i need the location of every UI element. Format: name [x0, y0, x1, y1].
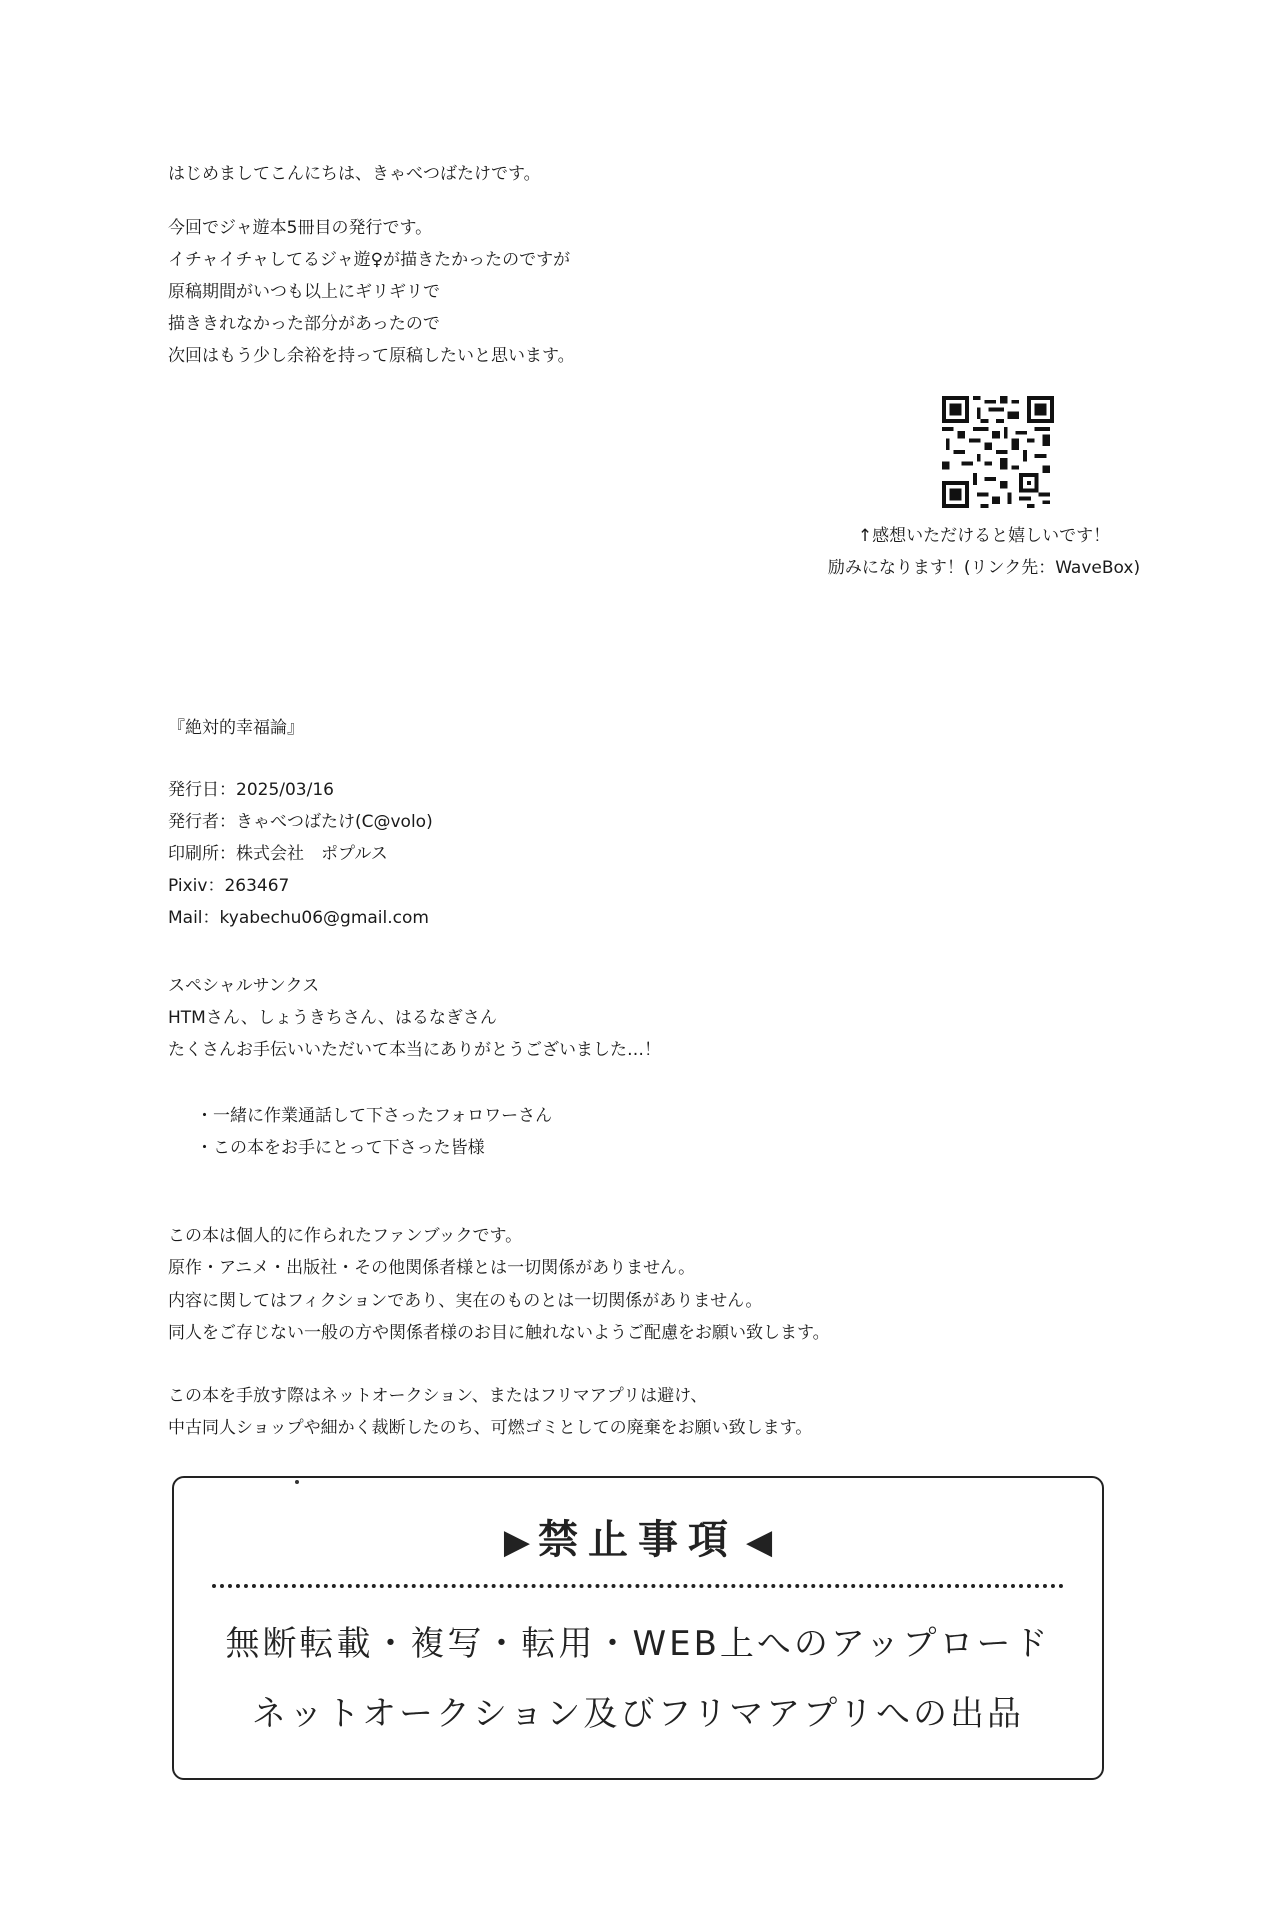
book-title [168, 712, 304, 744]
publication-info [168, 774, 433, 934]
thanks-message: たくさんお手伝いいただいて本当にありがとうございました…！ [168, 1040, 661, 1060]
thanks-names: HTMさん、しょうきちさん、はるなぎさん [168, 1008, 497, 1028]
thanks-heading: スペシャルサンクス [168, 976, 320, 996]
printer: 印刷所：株式会社 ポプルス [168, 844, 388, 864]
special-thanks [168, 970, 661, 1066]
prohibited-title [174, 1508, 1102, 1565]
intro-line: 描ききれなかった部分があったので [168, 314, 440, 334]
qr-caption-line: ↑感想いただけると嬉しいです！ [857, 526, 1111, 546]
prohibited-title-text: 禁止事項 [538, 1517, 738, 1563]
book-title-text: 『絶対的幸福論』 [168, 718, 304, 738]
prohibited-items-box [172, 1476, 1104, 1780]
greeting-line: はじめましてこんにちは、きゃべつばたけです。 [168, 164, 541, 184]
publish-date: 発行日：2025/03/16 [168, 780, 334, 800]
prohibited-line-2: ネットオークション及びフリマアプリへの出品 [252, 1694, 1024, 1734]
intro-line: イチャイチャしてるジャ遊♀が描きたかったのですが [168, 250, 571, 270]
qr-code[interactable] [942, 396, 1054, 508]
greeting-text [168, 158, 541, 190]
thanks-sub-item: ・この本をお手にとって下さった皆様 [196, 1138, 485, 1158]
mail-address[interactable]: Mail：kyabechu06@gmail.com [168, 908, 429, 928]
thanks-sub-item: ・一緒に作業通話して下さったフォロワーさん [196, 1106, 553, 1126]
thanks-sublist [196, 1100, 552, 1164]
disclaimer-disposal [168, 1380, 812, 1444]
disclaimer-fanbook [168, 1220, 695, 1284]
prohibited-line-1: 無断転載・複写・転用・WEB上へのアップロード [225, 1624, 1051, 1664]
disclaimer-line: 中古同人ショップや細かく裁断したのち、可燃ゴミとしての廃棄をお願い致します。 [168, 1418, 813, 1438]
intro-line: 次回はもう少し余裕を持って原稿したいと思います。 [168, 346, 575, 366]
disclaimer-line: この本は個人的に作られたファンブックです。 [168, 1226, 523, 1246]
intro-line: 原稿期間がいつも以上にギリギリで [168, 282, 440, 302]
qr-caption-line: 励みになります！(リンク先：WaveBox) [827, 558, 1141, 578]
qr-caption [774, 520, 1194, 584]
intro-line: 今回でジャ遊本5冊目の発行です。 [168, 218, 433, 238]
publisher: 発行者：きゃべつばたけ(C@volo) [168, 812, 433, 832]
disclaimer-line: 同人をご存じない一般の方や関係者様のお目に触れないようご配慮をお願い致します。 [168, 1323, 830, 1343]
intro-paragraph [168, 212, 575, 372]
dotted-divider [212, 1584, 1064, 1588]
disclaimer-fiction [168, 1285, 830, 1349]
left-triangle-icon: ◀ [746, 1522, 773, 1562]
disclaimer-line: 内容に関してはフィクションであり、実在のものとは一切関係がありません。 [168, 1291, 763, 1311]
disclaimer-line: この本を手放す際はネットオークション、またはフリマアプリは避け、 [168, 1386, 708, 1406]
right-triangle-icon: ▶ [503, 1522, 530, 1562]
pixiv-id: Pixiv：263467 [168, 876, 290, 896]
disclaimer-line: 原作・アニメ・出版社・その他関係者様とは一切関係がありません。 [168, 1258, 696, 1278]
